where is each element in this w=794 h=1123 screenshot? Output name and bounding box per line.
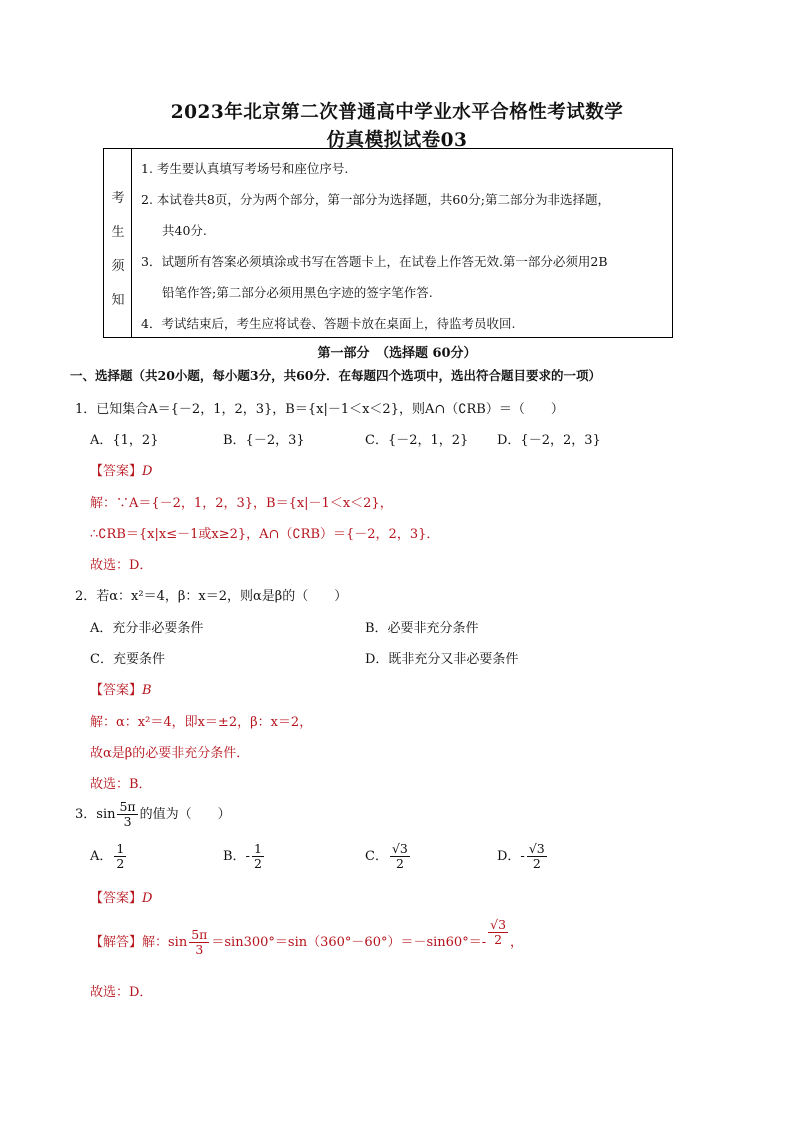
solution-end: ， (510, 935, 524, 950)
solution-label: 【解答】 (90, 935, 143, 950)
sqrt-symbol: √ (528, 841, 537, 856)
question-2-solution-line3: 故选：B． (90, 777, 152, 792)
notice-heading-char: 生 (111, 225, 125, 240)
notice-heading-column (104, 149, 132, 337)
question-2-solution-line2: 故α是β的必要非充分条件． (90, 746, 250, 761)
notice-item-3: 3．试题所有答案必须填涂或书写在答题卡上，在试卷上作答无效.第一部分必须用2B (141, 254, 608, 269)
candidate-notice-box (103, 148, 673, 338)
fraction-numerator: 5π (119, 799, 136, 814)
section-title: 第一部分 （选择题 60分） (317, 346, 477, 361)
question-2-answer (90, 679, 152, 698)
notice-item-2: 2. 本试卷共8页，分为两个部分，第一部分为选择题，共60分;第二部分为非选择题， (141, 192, 610, 207)
solution-prefix: 解：sin (142, 935, 188, 950)
question-3-option-a (90, 842, 128, 871)
fraction-denominator: 2 (532, 856, 541, 871)
sqrt-symbol: √ (391, 841, 400, 856)
question-2-stem: 2．若α：x²＝4，β：x＝2，则α是β的（ ） (75, 589, 348, 604)
option-fraction (252, 842, 264, 871)
answer-value: D (142, 891, 153, 906)
answer-value: B (142, 683, 152, 698)
question-3-solution-line1 (90, 917, 524, 957)
option-fraction (527, 842, 547, 871)
notice-heading-char: 考 (111, 191, 125, 206)
question-3-option-b (223, 842, 266, 871)
fraction-denominator: 3 (123, 814, 132, 829)
exam-title-line1: 2023年北京第二次普通高中学业水平合格性考试数学 (170, 102, 624, 123)
fraction-denominator: 2 (494, 932, 503, 947)
stem-suffix: 的值为（ ） (139, 807, 231, 822)
answer-label: 【答案】 (90, 683, 143, 698)
fraction-denominator: 3 (195, 942, 204, 957)
notice-item-3-continued: 铅笔作答;第二部分必须用黑色字迹的签字笔作答. (162, 285, 433, 300)
question-2-option-b: B．必要非充分条件 (365, 621, 479, 636)
question-2-option-c: C．充要条件 (90, 652, 165, 667)
notice-item-1: 1. 考生要认真填写考场号和座位序号. (141, 161, 349, 176)
question-3-answer (90, 887, 152, 906)
fraction-numerator: 5π (191, 927, 208, 942)
answer-label: 【答案】 (90, 464, 143, 479)
fraction-numerator: 1 (116, 841, 125, 856)
question-3-option-d (497, 842, 549, 871)
notice-item-4: 4．考试结束后，考生应将试卷、答题卡放在桌面上，待监考员收回. (141, 316, 516, 331)
sqrt-radicand: 3 (536, 841, 545, 856)
question-3-option-c (365, 842, 412, 871)
fraction-numerator (390, 842, 410, 857)
fraction-numerator (527, 842, 547, 857)
notice-heading-char: 须 (111, 259, 125, 274)
stem-prefix: 3．sin (75, 807, 116, 822)
option-label: B．- (223, 849, 250, 864)
result-fraction (488, 918, 508, 947)
answer-label: 【答案】 (90, 891, 143, 906)
sqrt-symbol: √ (490, 917, 499, 932)
question-1-option-d: D．{－2，2，3} (497, 433, 601, 448)
option-label: D．- (497, 849, 525, 864)
fraction-denominator: 2 (116, 856, 125, 871)
fraction-numerator (488, 918, 508, 933)
notice-item-2-continued: 共40分. (162, 223, 207, 238)
section-instruction: 一、选择题（共20小题，每小题3分，共60分．在每题四个选项中，选出符合题目要求的一项） (70, 368, 601, 383)
fraction-denominator: 2 (253, 856, 262, 871)
question-3-solution-line2: 故选：D． (90, 985, 153, 1000)
answer-value: D (142, 464, 153, 479)
notice-heading-char: 知 (111, 293, 125, 308)
sqrt-radicand: 3 (399, 841, 408, 856)
question-1-solution-line3: 故选：D． (90, 558, 153, 573)
exam-title-line2: 仿真模拟试卷03 (326, 130, 468, 151)
question-3-stem (75, 800, 231, 829)
solution-middle: ＝sin300°＝sin（360°－60°）＝－sin60°＝- (211, 935, 487, 950)
question-2-solution-line1: 解：α：x²＝4，即x＝±2，β：x＝2， (90, 715, 313, 730)
option-label: A． (90, 849, 113, 864)
question-1-solution-line2: ∴∁RB＝{x|x≤－1或x≥2}，A∩（∁RB）＝{－2，2，3}． (90, 527, 440, 542)
fraction-denominator: 2 (395, 856, 404, 871)
fraction-numerator: 1 (253, 841, 262, 856)
option-label: C． (365, 849, 388, 864)
question-2-option-d: D．既非充分又非必要条件 (365, 652, 519, 667)
question-1-stem: 1．已知集合A＝{－2，1，2，3}，B＝{x|－1＜x＜2}，则A∩（∁RB）＝（ ） (75, 402, 564, 417)
option-fraction (390, 842, 410, 871)
question-1-option-a: A．{1，2} (90, 433, 159, 448)
fraction-5pi-over-3 (117, 800, 137, 829)
fraction-5pi-over-3 (189, 928, 209, 957)
option-fraction (114, 842, 126, 871)
question-1-solution-line1: 解：∵A＝{－2，1，2，3}，B＝{x|－1＜x＜2}， (90, 496, 393, 511)
question-2-option-a: A．充分非必要条件 (90, 621, 204, 636)
question-1-option-c: C．{－2，1，2} (365, 433, 469, 448)
question-1-answer (90, 460, 152, 479)
question-1-option-b: B．{－2，3} (223, 433, 305, 448)
sqrt-radicand: 3 (498, 917, 507, 932)
